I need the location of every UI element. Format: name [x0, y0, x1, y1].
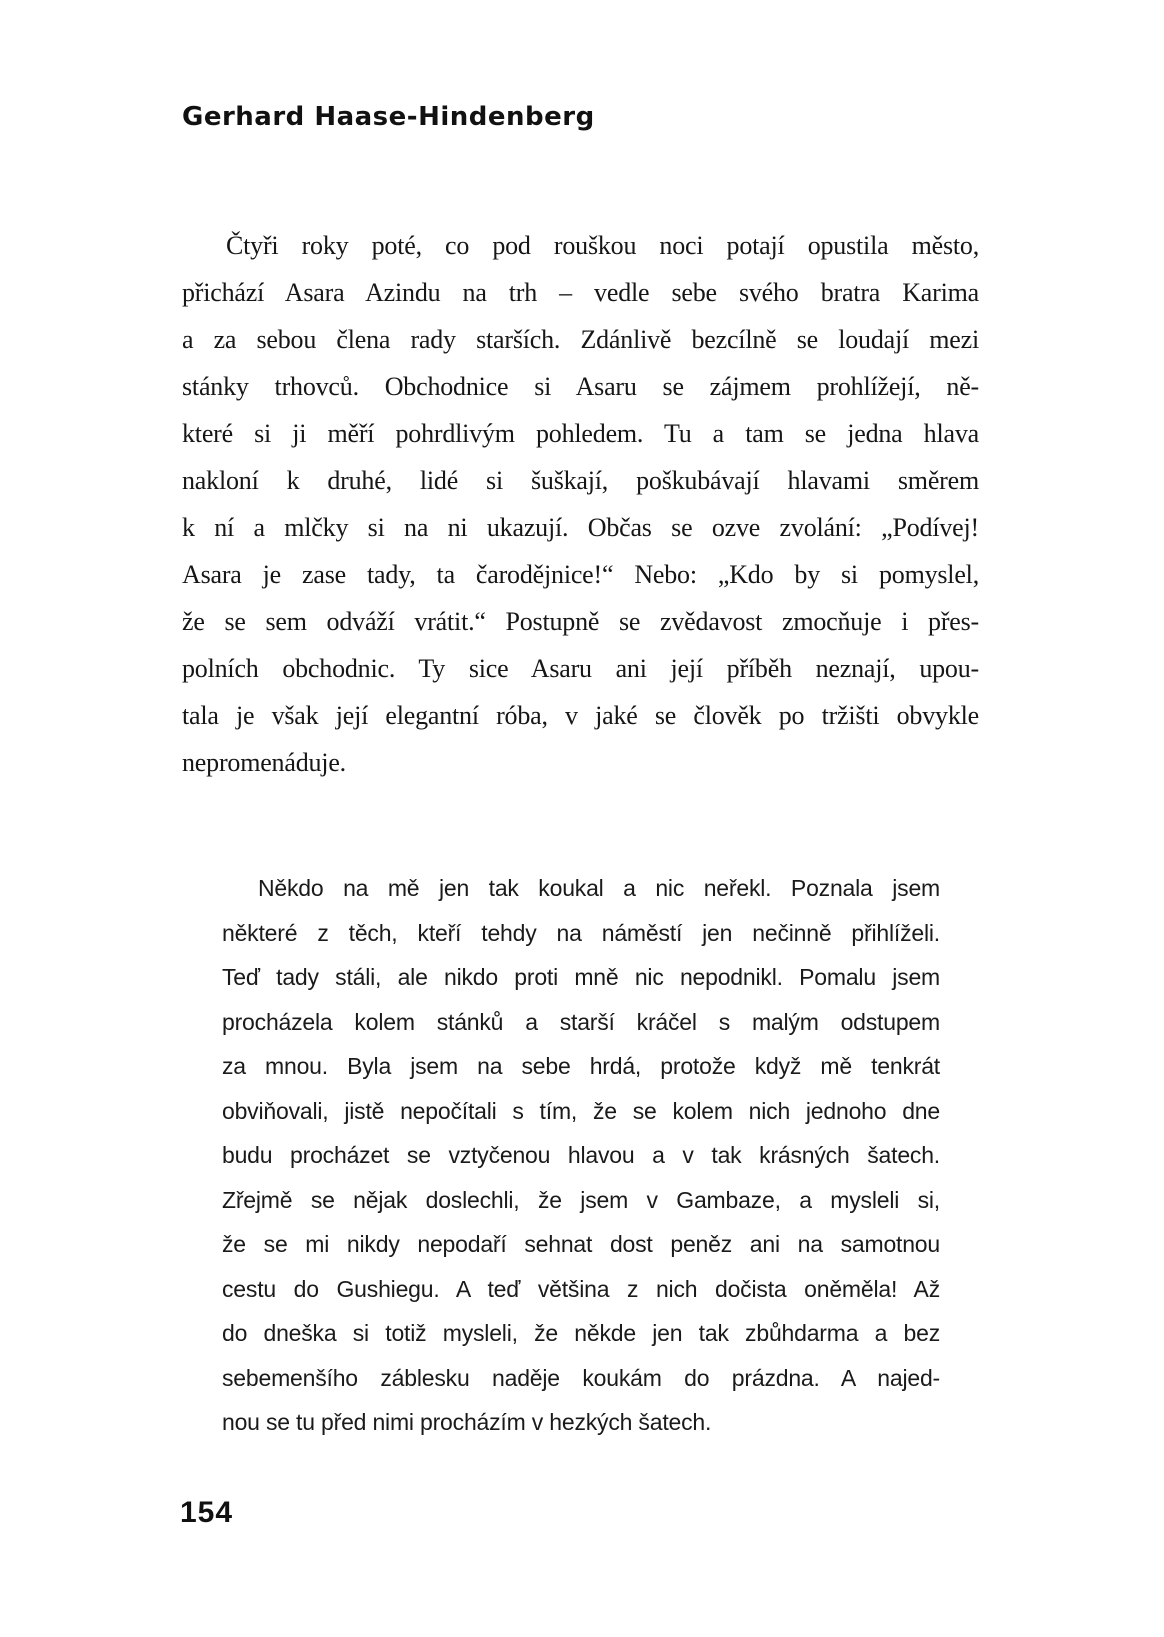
- narrative-line: přichází Asara Azindu na trh – vedle sebe svého bratra Karima: [182, 278, 979, 307]
- narrative-line: Čtyři roky poté, co pod rouškou noci potají opustila město,: [226, 231, 979, 260]
- narrative-line: polních obchodnic. Ty sice Asaru ani její příběh neznají, upou-: [182, 654, 979, 683]
- narrative-line: tala je však její elegantní róba, v jaké se člověk po tržišti obvykle: [182, 701, 979, 730]
- quote-line: že se mi nikdy nepodaří sehnat dost peněz ani na samotnou: [222, 1231, 940, 1257]
- quote-line: sebemenšího záblesku naděje koukám do prázdna. A najed-: [222, 1364, 940, 1391]
- narrative-line: k ní a mlčky si na ni ukazují. Občas se ozve zvolání: „Podívej!: [182, 513, 979, 542]
- narrative-paragraph: [182, 222, 979, 786]
- quote-line: nou se tu před nimi procházím v hezkých šatech.: [222, 1409, 712, 1435]
- quote-line: Zřejmě se nějak doslechli, že jsem v Gambaze, a mysleli si,: [222, 1186, 940, 1213]
- narrative-line: že se sem odváží vrátit.“ Postupně se zvědavost zmocňuje i přes-: [182, 607, 979, 636]
- quote-line: do dneška si totiž mysleli, že někde jen tak zbůhdarma a bez: [222, 1320, 940, 1346]
- quote-paragraph: [222, 866, 940, 1445]
- quote-line: za mnou. Byla jsem na sebe hrdá, protože když mě tenkrát: [222, 1053, 940, 1079]
- narrative-line: které si ji měří pohrdlivým pohledem. Tu a tam se jedna hlava: [182, 419, 979, 448]
- quote-line: Někdo na mě jen tak koukal a nic neřekl. Poznala jsem: [258, 875, 940, 901]
- quote-line: Teď tady stáli, ale nikdo proti mně nic nepodnikl. Pomalu jsem: [222, 964, 940, 990]
- running-header-author: Gerhard Haase-Hindenberg: [182, 102, 595, 132]
- quote-line: obviňovali, jistě nepočítali s tím, že se kolem nich jednoho dne: [222, 1097, 940, 1124]
- page-number: 154: [180, 1496, 234, 1529]
- quote-line: budu procházet se vztyčenou hlavou a v tak krásných šatech.: [222, 1142, 940, 1168]
- narrative-line: Asara je zase tady, ta čarodějnice!“ Nebo: „Kdo by si pomyslel,: [182, 560, 979, 589]
- narrative-line: stánky trhovců. Obchodnice si Asaru se zájmem prohlížejí, ně-: [182, 372, 979, 401]
- quote-line: cestu do Gushiegu. A teď většina z nich dočista oněměla! Až: [222, 1275, 940, 1302]
- quote-line: procházela kolem stánků a starší kráčel s malým odstupem: [222, 1008, 940, 1035]
- quote-line: některé z těch, kteří tehdy na náměstí jen nečinně přihlíželi.: [222, 919, 940, 946]
- narrative-line: nepromenáduje.: [182, 748, 346, 777]
- narrative-line: a za sebou člena rady starších. Zdánlivě bezcílně se loudají mezi: [182, 325, 979, 354]
- narrative-line: nakloní k druhé, lidé si šuškají, poškubávají hlavami směrem: [182, 466, 979, 495]
